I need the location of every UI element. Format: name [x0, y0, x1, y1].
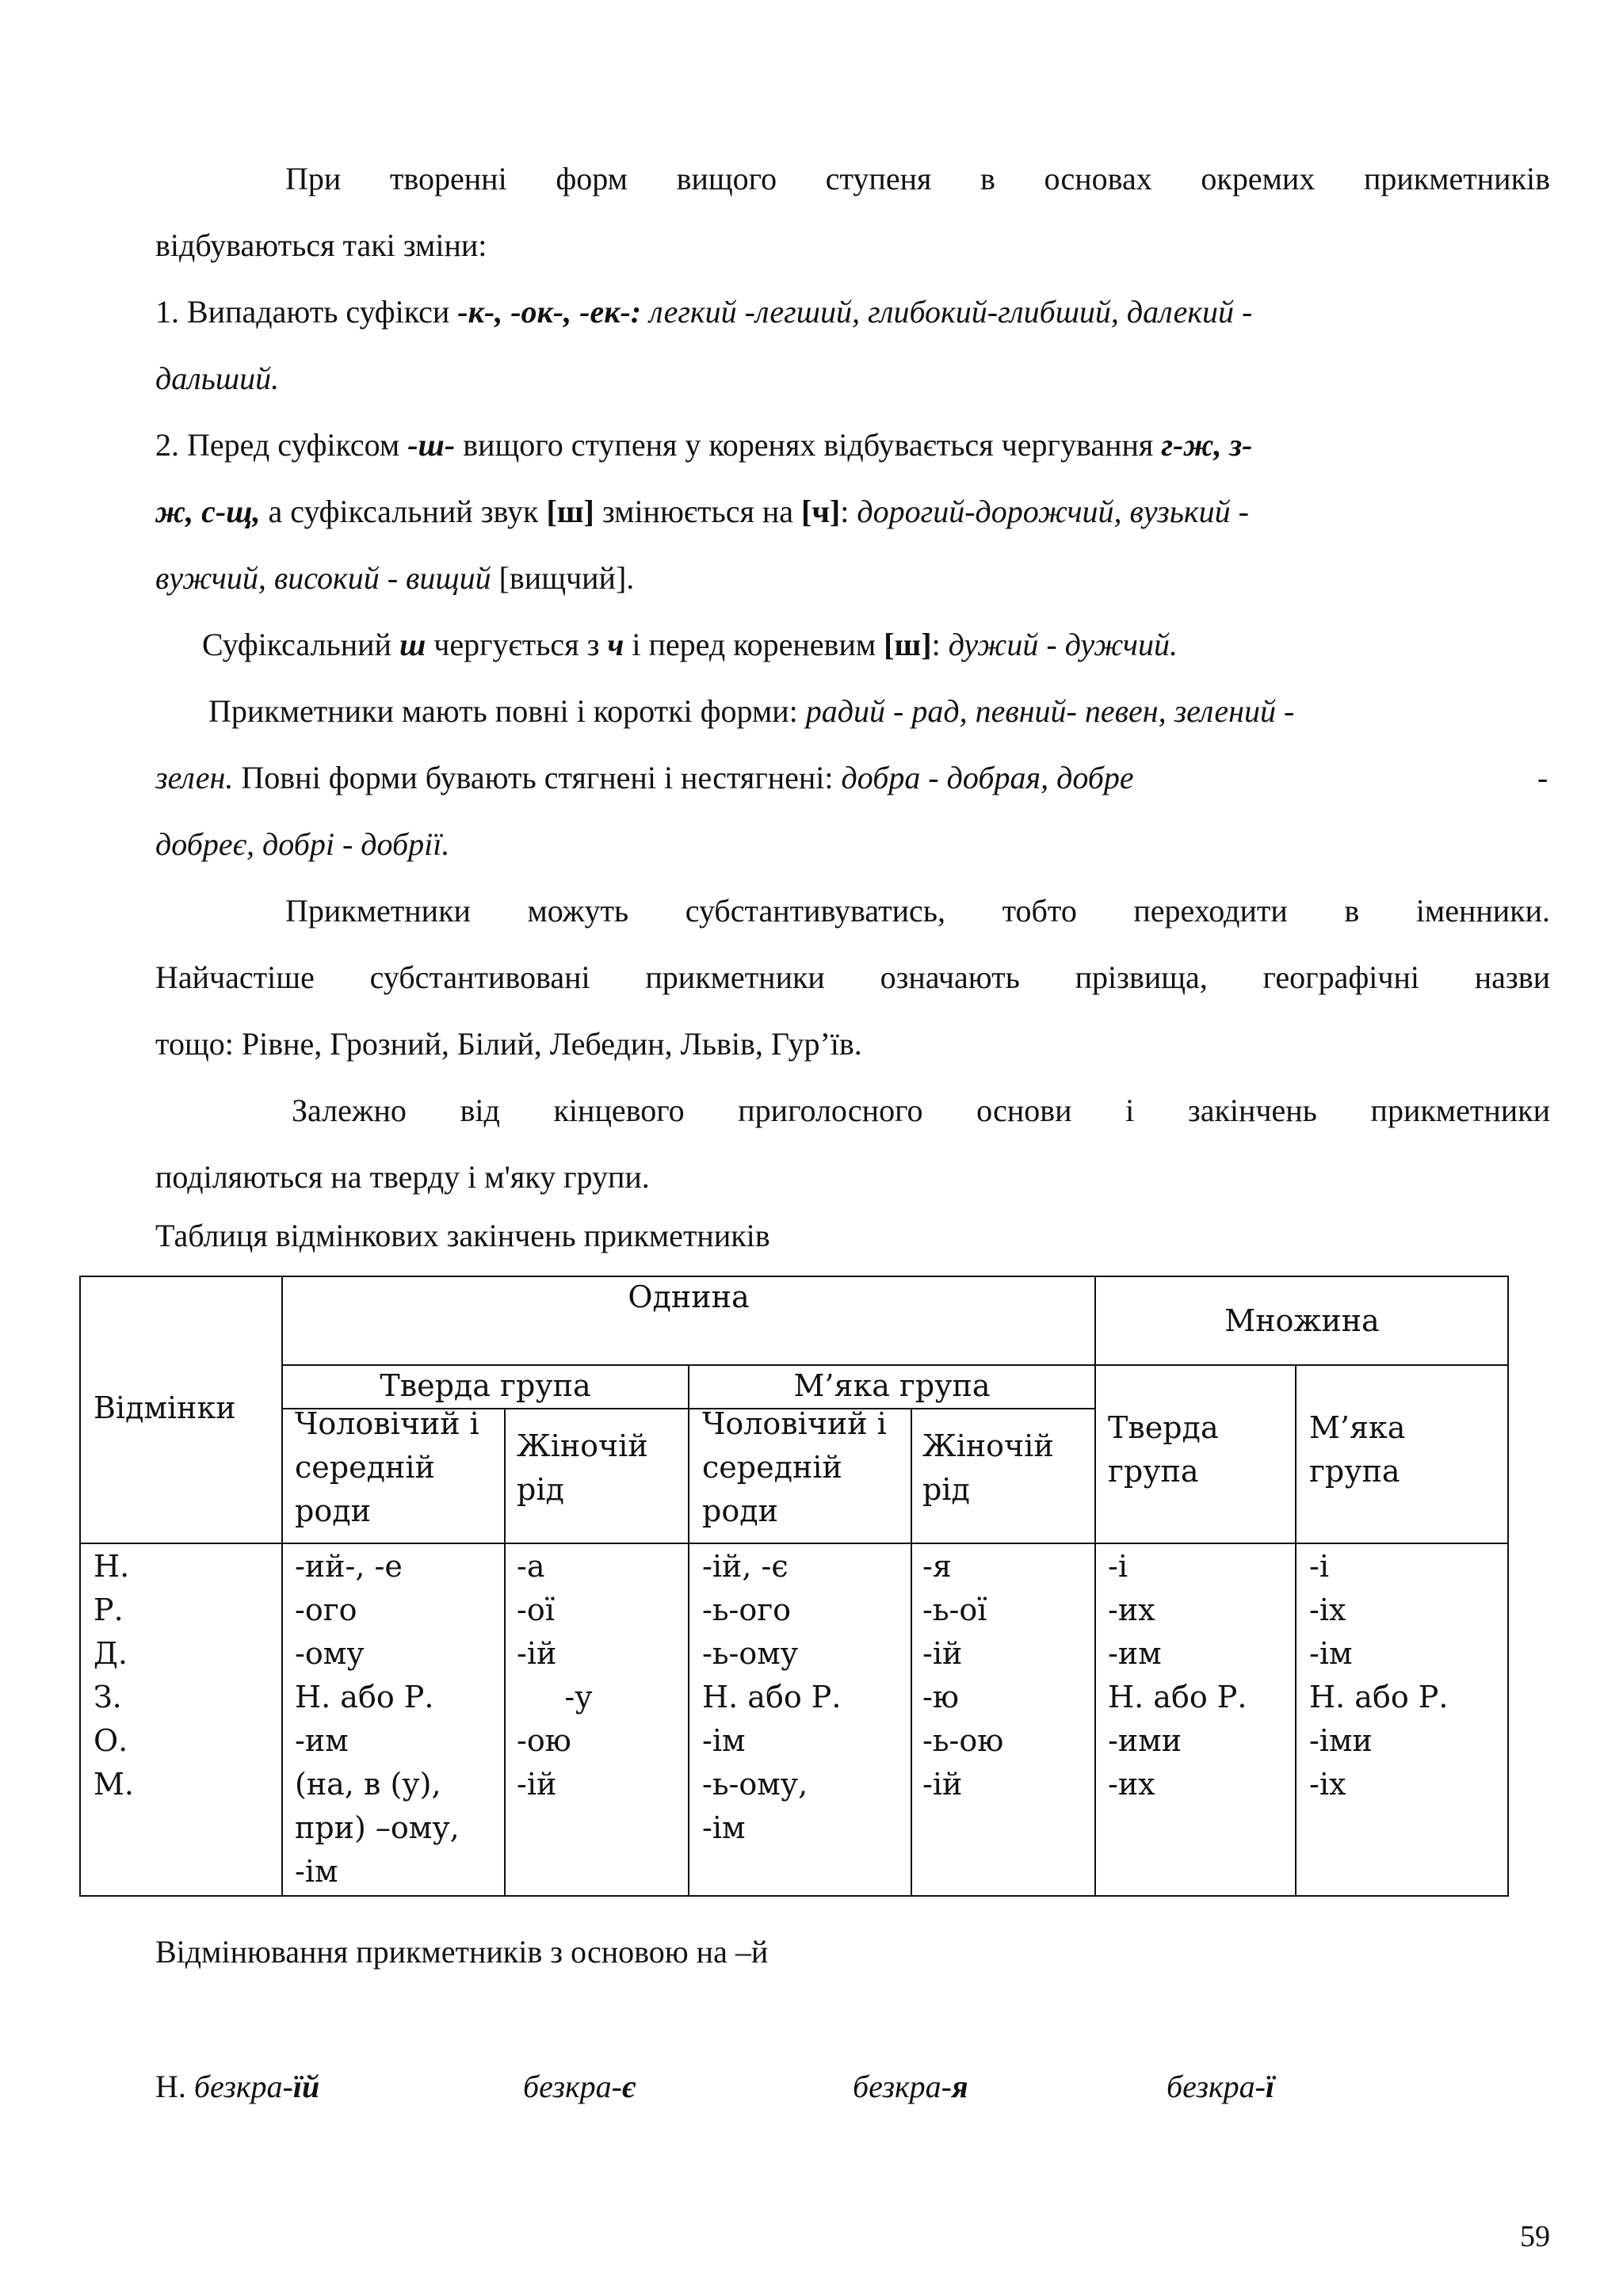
header-hard-masc-neut: Чоловічий і середній роди [295, 1406, 479, 1528]
word-ending: їй [292, 2069, 320, 2104]
word-ending: я [951, 2069, 968, 2104]
examples: дужий - дужчий. [948, 627, 1178, 662]
page-number: 59 [1520, 2220, 1550, 2253]
letter: ш [399, 627, 426, 662]
sound: [ч] [801, 494, 841, 529]
paragraph-7-line-2: поділяються на тверду і м'яку групи. [155, 1159, 650, 1195]
text: : [931, 627, 949, 662]
word-stem: безкра- [193, 2069, 293, 2104]
text: і перед кореневим [624, 627, 884, 662]
header-soft-masc-neut: Чоловічий і середній роди [702, 1406, 887, 1528]
col-hard-masc-neut: -ий-, -е -ого -ому Н. або Р. -им (на, в (у), при) –ому, -ім [295, 1549, 460, 1889]
paragraph-3-line-2 [155, 488, 1550, 536]
paragraph-6-line-1: Прикметники можуть субстантивуватись, тобто переходити в іменники. [285, 893, 1550, 929]
col-soft-fem: -я -ь-ої -ій -ю -ь-ою -ій [922, 1549, 1004, 1802]
header-hard-group: Тверда група [380, 1368, 591, 1403]
text: вищого ступеня у коренях відбувається чергування [455, 427, 1162, 463]
word-ending: ї [1265, 2069, 1275, 2104]
suffix-list: -к-, -ок-, -ек-: [457, 294, 642, 330]
text: 1. Випадають суфікси [155, 294, 458, 330]
declension-heading: Відмінювання прикметників з основою на –й [155, 1934, 769, 1970]
header-plural-hard: Тверда група [1108, 1410, 1219, 1489]
paragraph-5-line-3: добреє, добрі - добрії. [155, 826, 450, 862]
letter: ч [607, 627, 624, 662]
example-row [155, 2063, 472, 2111]
examples: радий - рад, певний- певен, зелений - [805, 693, 1295, 729]
word-stem: безкра- [853, 2069, 952, 2104]
declension-table [79, 1276, 1510, 1898]
example-word-3 [853, 2063, 1090, 2111]
alternation: ж, с-щ, [155, 494, 261, 529]
examples: добра - добрая, добре [841, 760, 1134, 795]
example-word-4 [1167, 2063, 1404, 2111]
example-word-2 [523, 2063, 761, 2111]
text: змінюється на [594, 494, 802, 529]
text: : [840, 494, 857, 529]
word-stem: безкра- [523, 2069, 622, 2104]
col-plural-soft: -і -іх -ім Н. або Р. -іми -іх [1309, 1549, 1449, 1802]
text: Прикметники мають повні і короткі форми: [208, 693, 806, 729]
paragraph-5-line-2 [155, 754, 1550, 802]
paragraph-1-line-1: При творенні форм вищого ступеня в основах окремих прикметників [285, 161, 1550, 196]
paragraph-3-line-3 [155, 555, 1550, 602]
paragraph-6-line-2: Найчастіше субстантивовані прикметники означають прізвища, географічні назви [155, 959, 1550, 995]
paragraph-6-line-3: тощо: Рівне, Грозний, Білий, Лебедин, Львів, Гур’їв. [155, 1026, 862, 1062]
table-caption: Таблиця відмінкових закінчень прикметників [155, 1218, 770, 1253]
paragraph-4 [202, 621, 1597, 669]
header-singular: Однина [628, 1280, 750, 1314]
paragraph-3-line-1 [155, 421, 1550, 469]
case-label: Н. [155, 2069, 194, 2104]
header-soft-fem: Жіночій рід [922, 1428, 1054, 1507]
col-cases: Н. Р. Д. З. О. М. [94, 1549, 134, 1802]
trailing-dash: - [1537, 760, 1549, 795]
examples: вужчий, високий - вищий [155, 560, 491, 596]
header-soft-group: М’яка група [793, 1368, 991, 1403]
paragraph-2-line-2: дальший. [155, 360, 280, 396]
sound: [ш] [884, 627, 932, 662]
col-plural-hard: -і -их -им Н. або Р. -ими -их [1108, 1549, 1247, 1802]
examples: дорогий-дорожчий, вузький - [857, 494, 1249, 529]
word-ending: є [621, 2069, 636, 2104]
text: а суфіксальний звук [260, 494, 547, 529]
examples: легкий -легший, глибокий-глибший, далекий - [641, 294, 1253, 330]
col-hard-fem: -а -ої -ій -у -ою -ій [517, 1549, 593, 1802]
text: 2. Перед суфіксом [155, 427, 408, 463]
alternation: г-ж, з- [1161, 427, 1253, 463]
paragraph-2-line-1 [155, 288, 1550, 336]
suffix: -ш- [407, 427, 456, 463]
header-plural: Множина [1224, 1303, 1380, 1338]
word-stem: безкра- [1167, 2069, 1266, 2104]
sound: [ш] [546, 494, 594, 529]
text: Суфіксальний [202, 627, 399, 662]
examples: зелен. [155, 760, 234, 795]
header-plural-soft: М’яка група [1309, 1410, 1406, 1489]
paragraph-7-line-1: Залежно від кінцевого приголосного основи і закінчень прикметники [292, 1093, 1550, 1128]
text: чергується з [426, 627, 608, 662]
paragraph-1-line-2: відбуваються такі зміни: [155, 227, 487, 263]
header-hard-fem: Жіночій рід [517, 1428, 648, 1507]
text: [вищчий]. [491, 560, 635, 596]
text: Повні форми бувають стягнені і нестягнені: [233, 760, 842, 795]
paragraph-5-line-1 [208, 688, 1603, 735]
header-cases: Відмінки [94, 1390, 236, 1425]
col-soft-masc-neut: -ій, -є -ь-ого -ь-ому Н. або Р. -ім -ь-ому, -ім [702, 1549, 842, 1845]
